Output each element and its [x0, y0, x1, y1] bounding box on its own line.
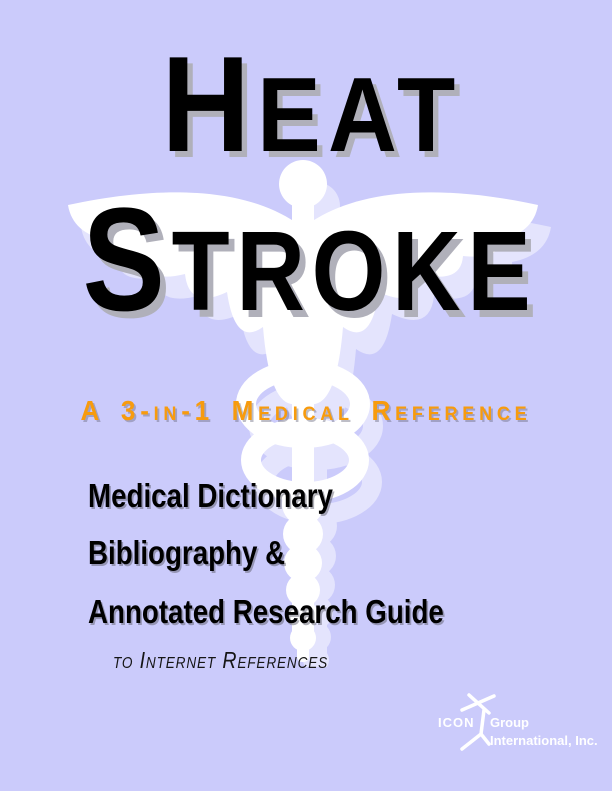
- tagline: to Internet References: [113, 647, 329, 673]
- subtitle: A 3-in-1 Medical Reference: [80, 395, 532, 426]
- publisher-logo: [438, 692, 602, 756]
- title-word-heat: [42, 28, 582, 180]
- contents-item-bibliography: Bibliography &: [88, 534, 286, 571]
- contents-item-dictionary: Medical Dictionary: [88, 477, 333, 514]
- title-stroke-rest: TROKE: [171, 208, 538, 334]
- title-heat-initial: H: [161, 28, 258, 180]
- contents-item-research-guide: Annotated Research Guide: [88, 593, 444, 630]
- publisher-name-international: International, Inc.: [490, 733, 598, 748]
- publisher-name-group: Group: [490, 715, 529, 730]
- title-heat-rest: EAT: [257, 56, 463, 174]
- title-word-stroke: [56, 178, 563, 342]
- publisher-name-icon: ICON: [438, 715, 475, 730]
- title-stroke-initial: S: [82, 178, 172, 342]
